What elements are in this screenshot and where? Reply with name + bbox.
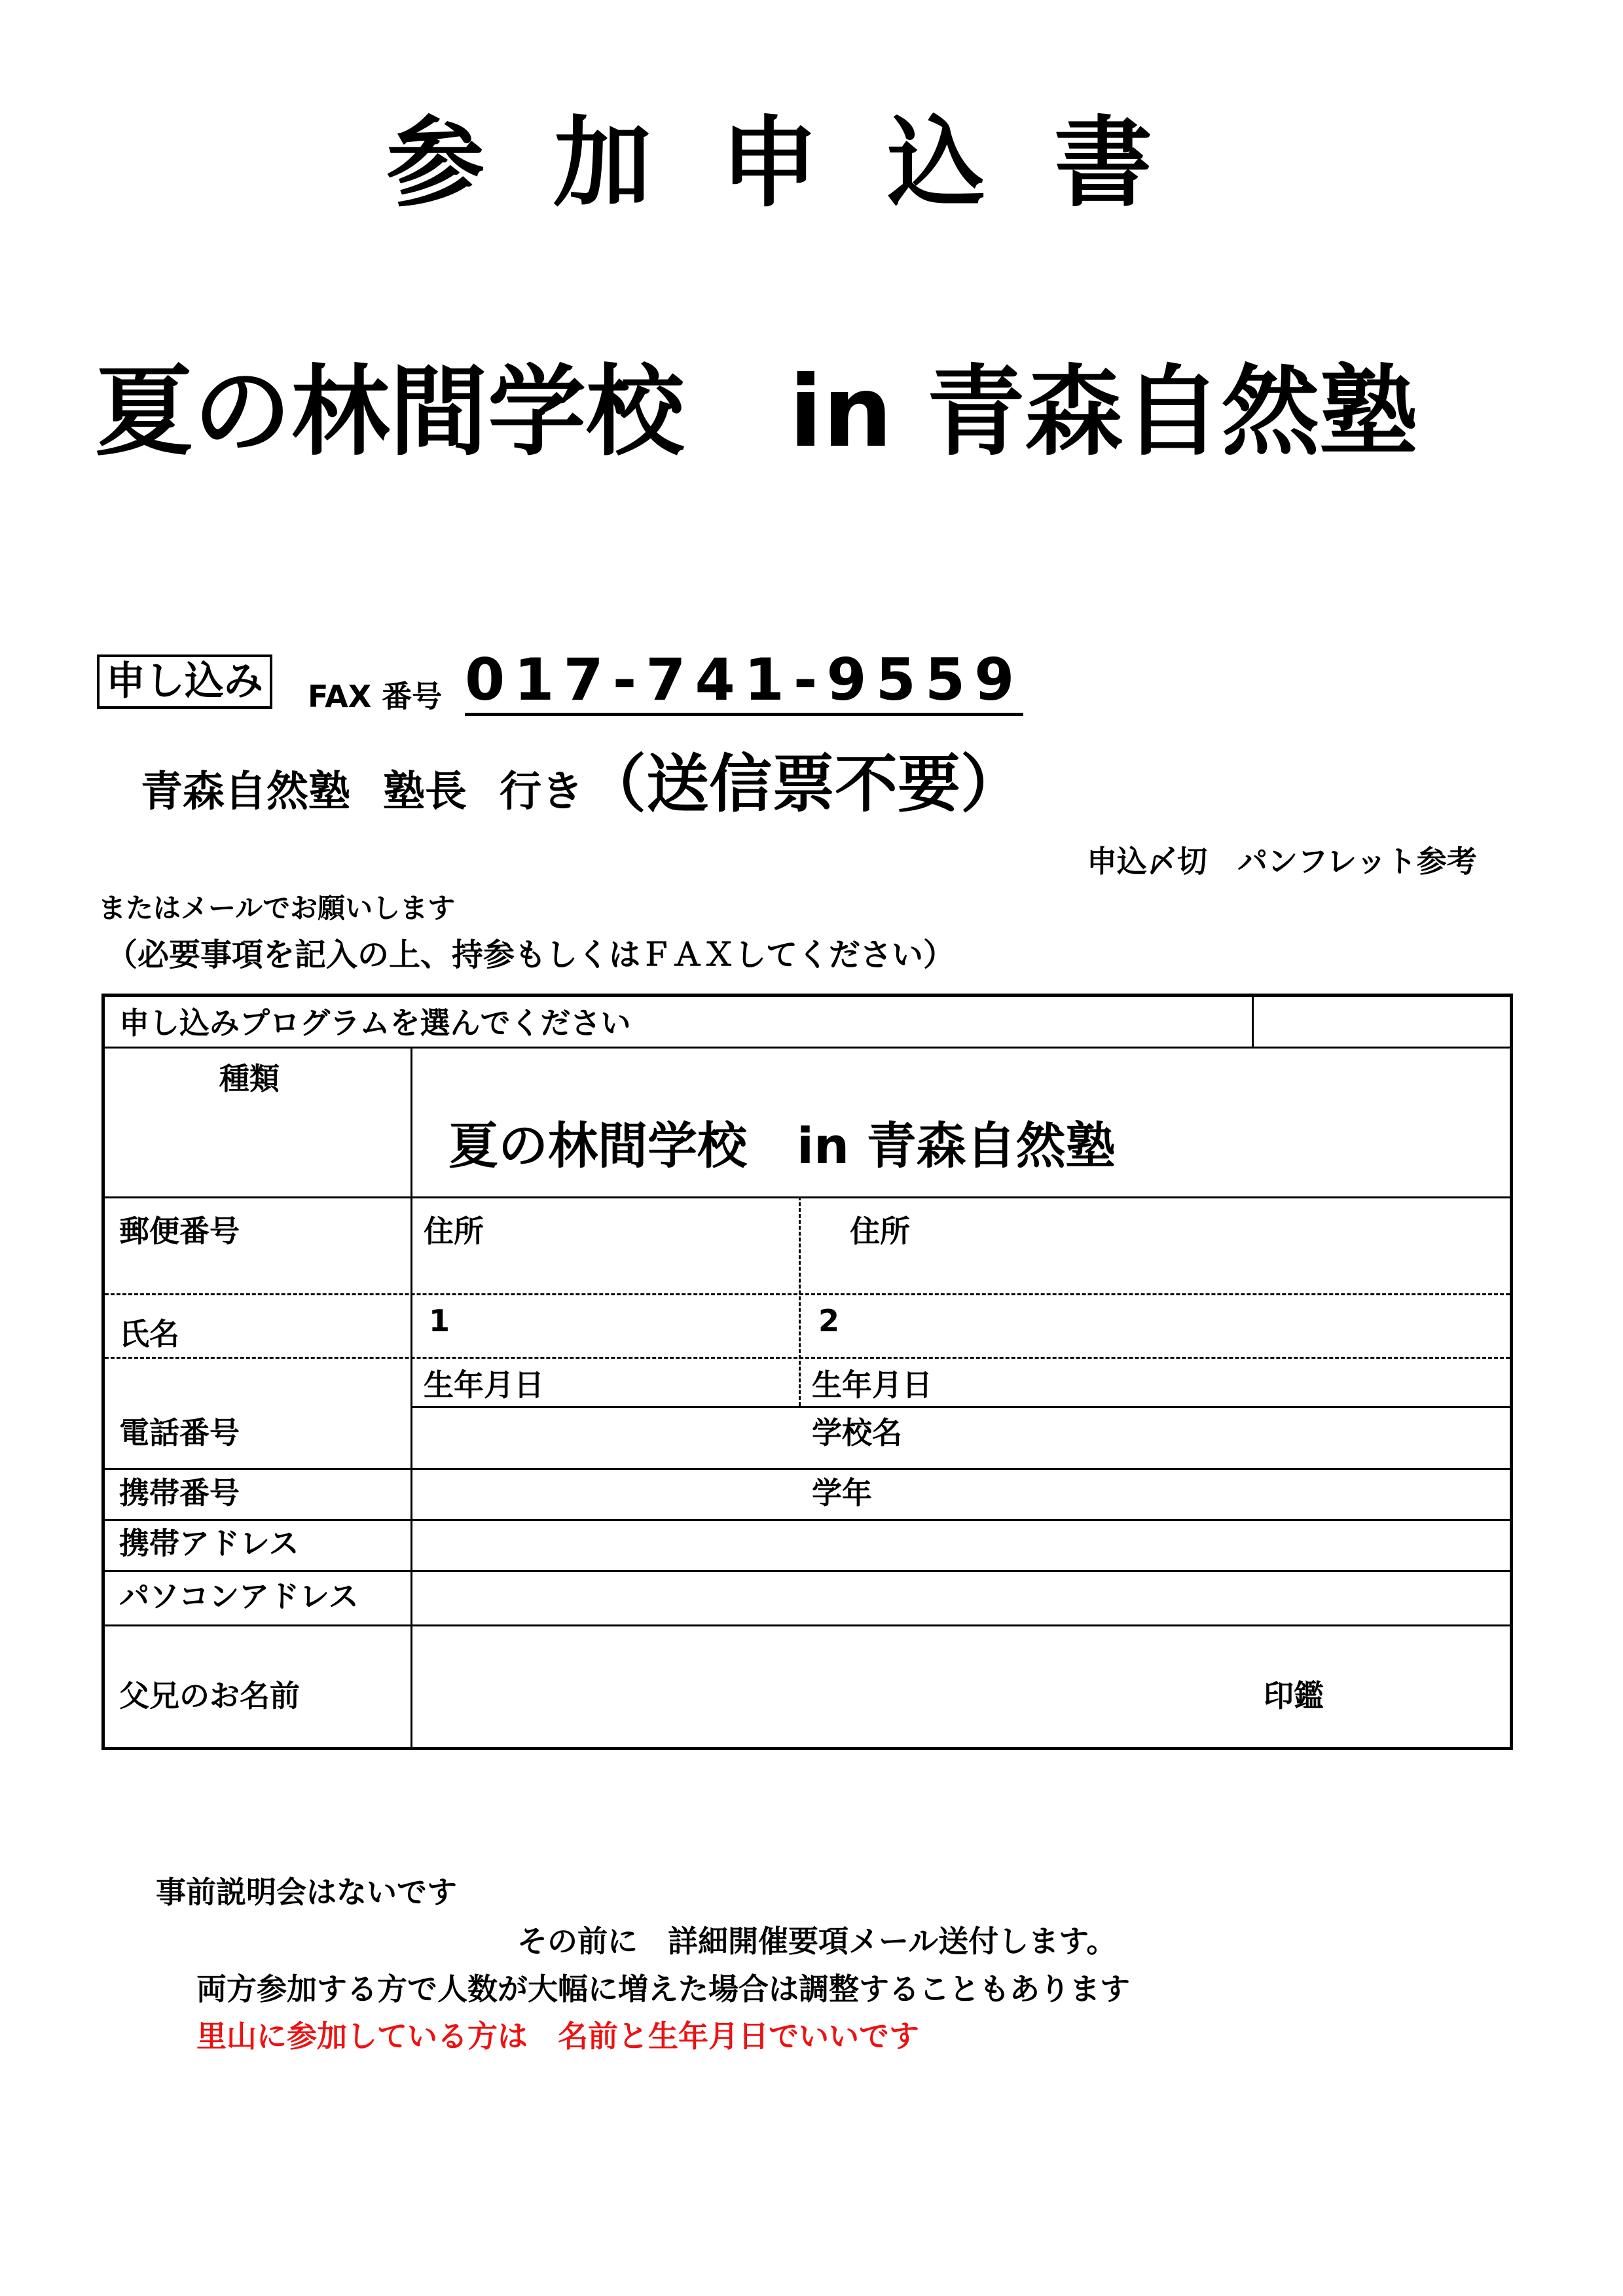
note-item-highlight: 里山に参加している方は 名前と生年月日でいいです [196, 2018, 919, 2054]
row-divider [105, 1293, 1510, 1295]
no-cover-sheet-note: （送信票不要） [583, 747, 1023, 821]
row-divider [105, 1468, 1510, 1470]
seal-label: 印鑑 [1264, 1678, 1324, 1713]
application-form-table [101, 994, 1513, 1750]
name-label: 氏名 [119, 1316, 179, 1352]
grade-label: 学年 [812, 1475, 872, 1511]
person-1-number: 1 [429, 1303, 450, 1338]
recipient-role: 塾長 [383, 768, 467, 816]
fax-label: FAX 番号 [308, 679, 443, 714]
pc-email-label: パソコンアドレス [119, 1579, 359, 1614]
header-divider [1252, 997, 1254, 1047]
mobile-number-label: 携帯番号 [119, 1475, 240, 1511]
required-note: （必要事項を記入の上、持参もしくはＦＡＸしてください） [106, 937, 955, 973]
row-divider [105, 1624, 1510, 1626]
postal-code-label: 郵便番号 [119, 1213, 240, 1249]
recipient-name: 青森自然塾 [141, 768, 350, 816]
phone-label: 電話番号 [119, 1415, 240, 1450]
note-item: 事前説明会はないです [156, 1874, 457, 1910]
address-column-divider [799, 1196, 801, 1406]
event-title [95, 355, 1418, 469]
mail-note: またはメールでお願いします [98, 892, 456, 924]
type-label: 種類 [219, 1061, 280, 1096]
person-2-number: 2 [818, 1303, 840, 1338]
apply-box-label: 申し込み [97, 655, 272, 709]
row-divider [105, 1357, 1510, 1359]
guardian-name-label: 父兄のお名前 [119, 1678, 300, 1713]
fax-number: 017-741-9559 [465, 650, 1023, 716]
birthdate-label-1: 生年月日 [424, 1367, 544, 1403]
note-item: その前に 詳細開催要項メール送付します。 [517, 1924, 1117, 1959]
event-venue: in 青森自然塾 [789, 355, 1418, 469]
row-divider [105, 1519, 1510, 1521]
address-label-2: 住所 [850, 1213, 910, 1249]
row-divider [410, 1406, 1510, 1408]
recipient-line [141, 747, 1023, 821]
deadline-note: 申込〆切 パンフレット参考 [1087, 844, 1477, 879]
event-name: 夏の林間学校 [95, 355, 685, 469]
form-header: 申し込みプログラムを選んでください [119, 1005, 631, 1041]
row-divider [105, 1047, 1510, 1049]
birthdate-label-2: 生年月日 [812, 1367, 932, 1403]
page-title: 参加申込書 [386, 107, 1222, 221]
program-name: 夏の林間学校 in 青森自然塾 [448, 1117, 1116, 1175]
recipient-suffix: 行き [500, 768, 583, 816]
school-label: 学校名 [812, 1415, 902, 1450]
row-divider [105, 1196, 1510, 1198]
label-column-divider [410, 1047, 412, 1747]
row-divider [105, 1570, 1510, 1572]
note-item: 両方参加する方で人数が大幅に増えた場合は調整することもあります [196, 1971, 1130, 2007]
mobile-email-label: 携帯アドレス [119, 1526, 299, 1561]
address-label-1: 住所 [424, 1213, 484, 1249]
